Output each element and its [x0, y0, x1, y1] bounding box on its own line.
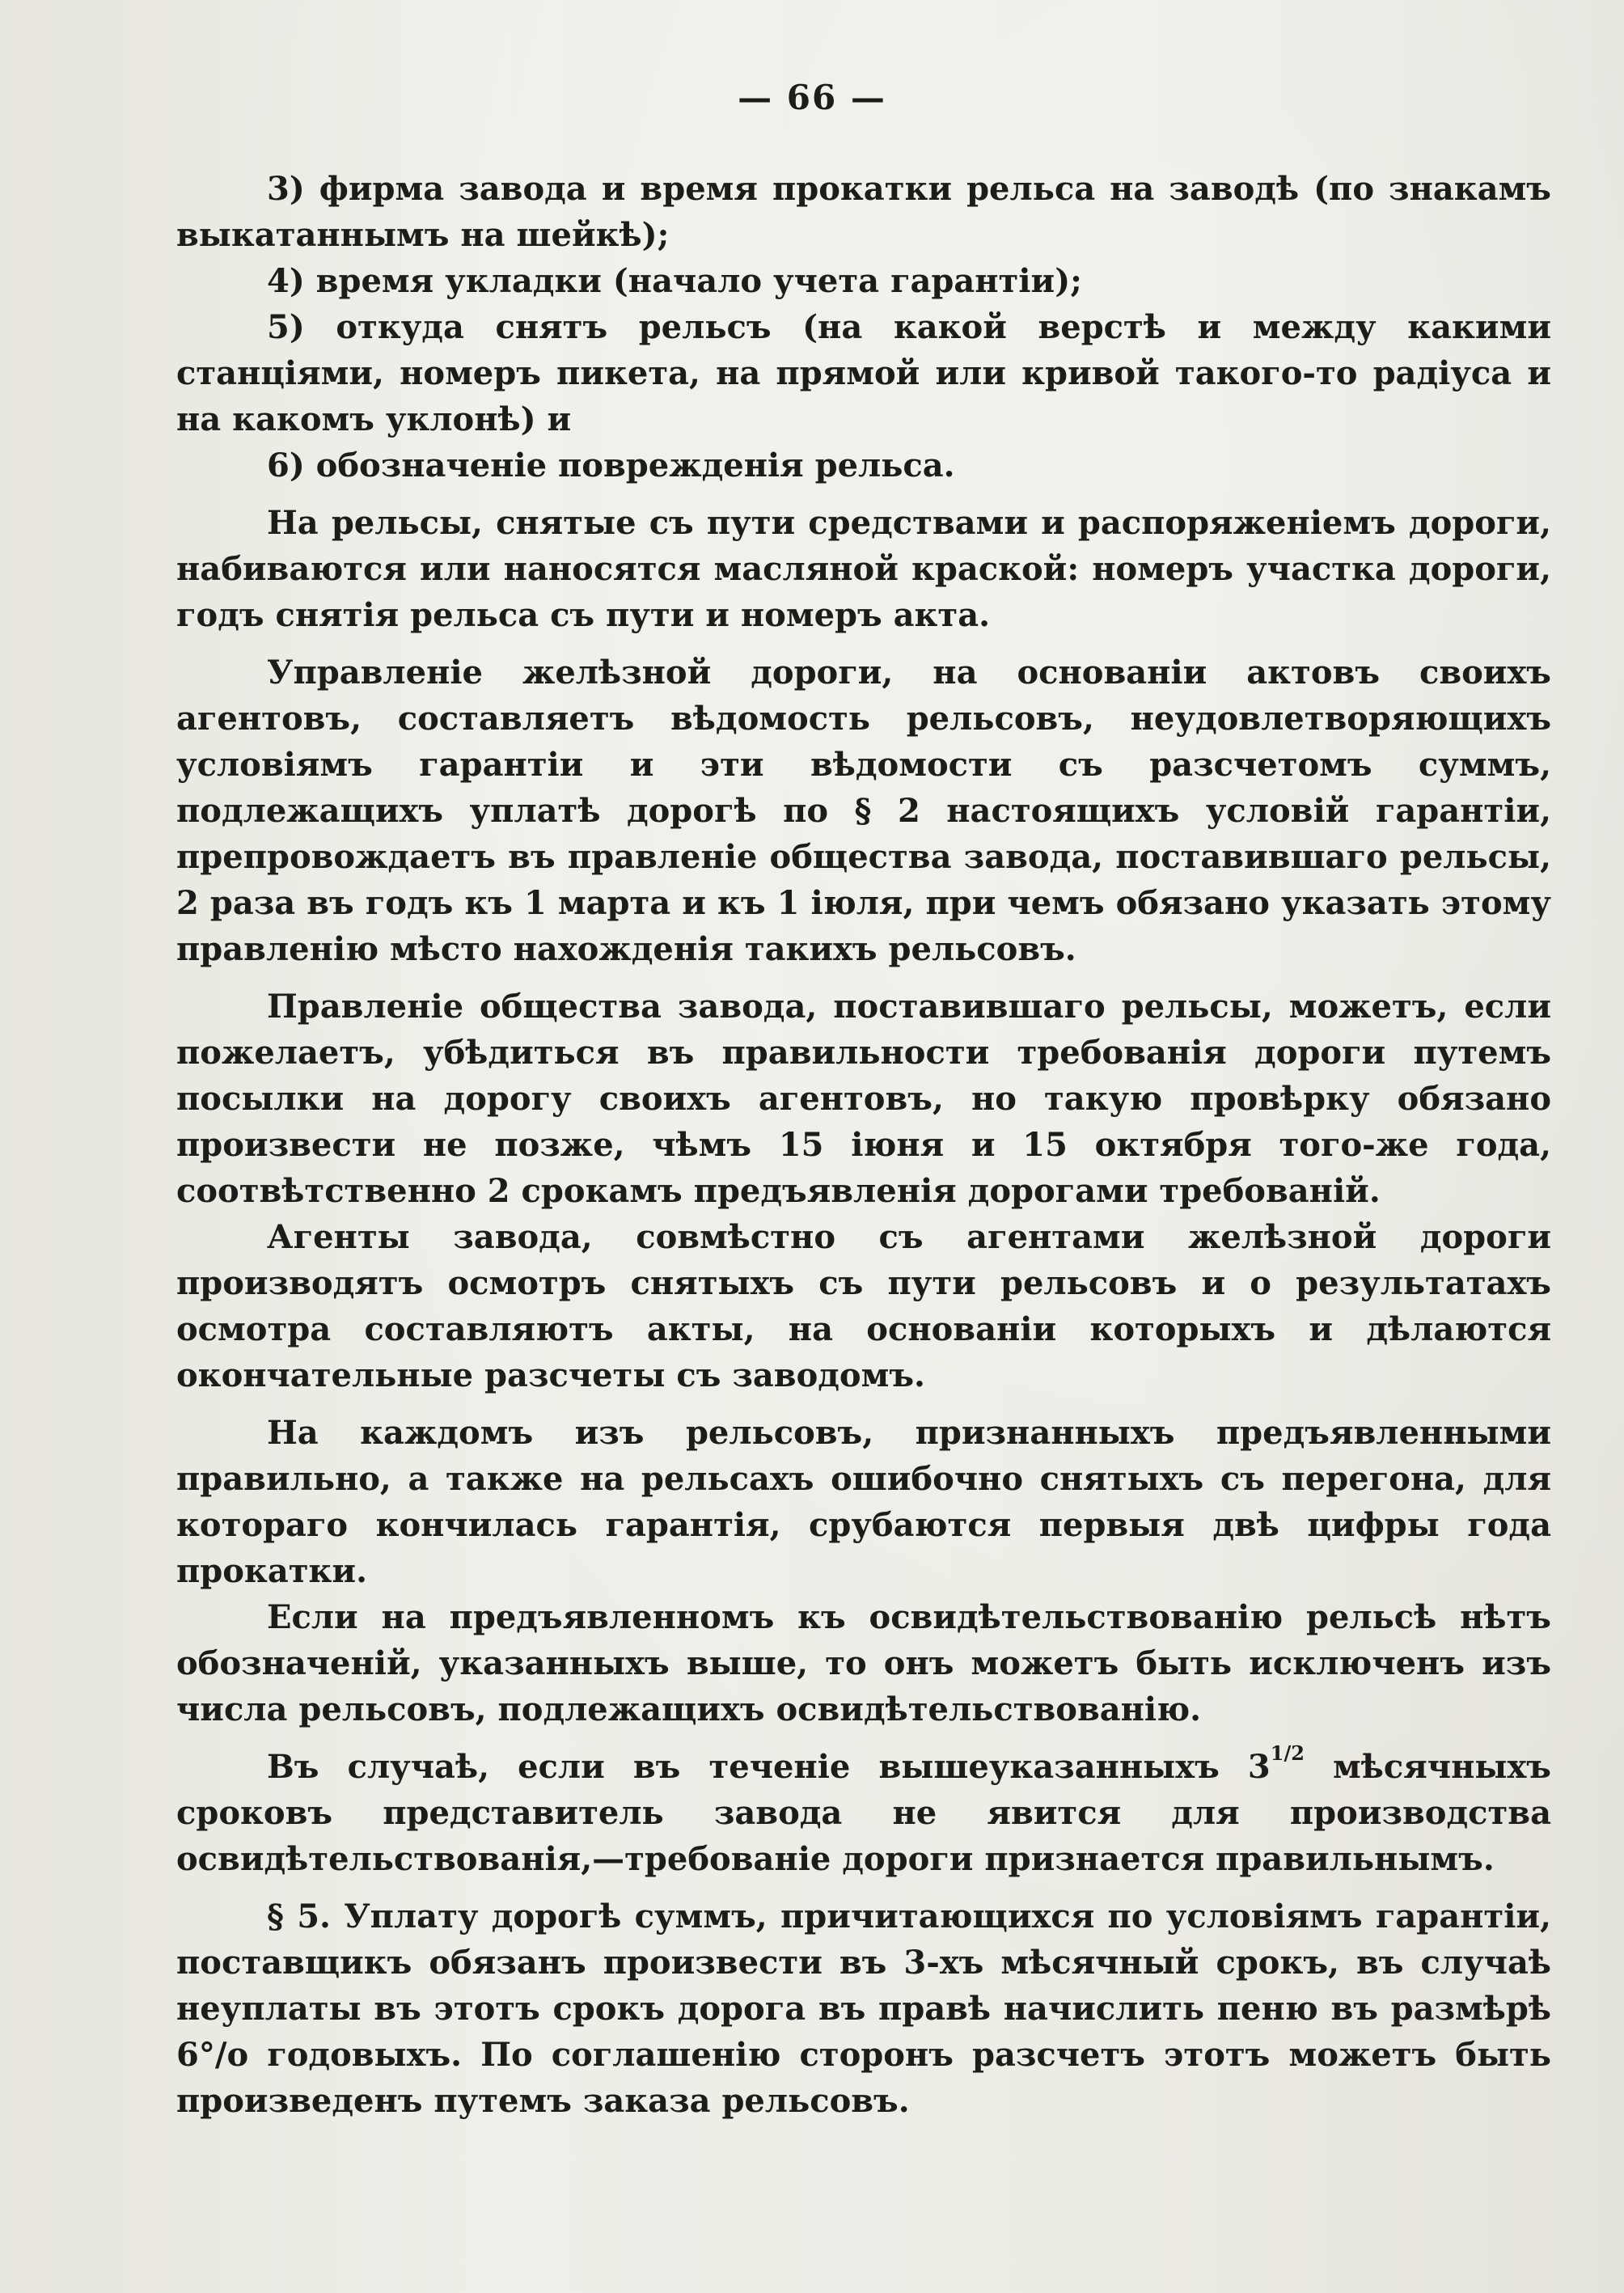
- fraction-half: 1/2: [1270, 1741, 1305, 1765]
- paragraph-year-stamp: На каждомъ изъ рельсовъ, признанныхъ предъявленными правильно, а также на рельсахъ ошибочно снятыхъ съ перегона, для котораго кончилась гарантія, срубаются первыя двѣ цифры года прокатки.: [176, 1414, 1551, 1590]
- paragraph-board-verification: Правленіе общества завода, поставившаго рельсы, можетъ, если пожелаетъ, убѣдиться въ правильности требованія дороги путемъ посылки на дорогу своихъ агентовъ, но такую провѣрку обязано произвести не позже, чѣмъ 15 іюня и 15 октября того-же года, соотвѣтственно 2 срокамъ предъявленія дорогами требованій.: [176, 988, 1551, 1210]
- paragraph-no-markings: Если на предъявленномъ къ освидѣтельствованію рельсѣ нѣтъ обозначеній, указанныхъ выше, то онъ можетъ быть исключенъ изъ числа рельсовъ, подлежащихъ освидѣтельствованію.: [176, 1598, 1551, 1728]
- deadline-text-before: Въ случаѣ, если въ теченіе вышеуказанныхъ 3: [267, 1748, 1271, 1786]
- list-item-3: 3) фирма завода и время прокатки рельса на заводѣ (по знакамъ выкатаннымъ на шейкѣ);: [176, 170, 1551, 254]
- paragraph-marking: На рельсы, снятые съ пути средствами и распоряженіемъ дороги, набиваются или наносятся масляной краской: номеръ участка дороги, годъ снятія рельса съ пути и номеръ акта.: [176, 504, 1551, 634]
- paragraph-section-5: § 5. Уплату дорогѣ суммъ, причитающихся по условіямъ гарантіи, поставщикъ обязанъ произвести въ 3-хъ мѣсячный срокъ, въ случаѣ неуплаты въ этотъ срокъ дорога въ правѣ начислить пеню въ размѣрѣ 6°/o годовыхъ. По соглашенію сторонъ разсчетъ этотъ можетъ быть произведенъ путемъ заказа рельсовъ.: [176, 1897, 1551, 2120]
- list-item-6: 6) обозначеніе поврежденія рельса.: [267, 446, 955, 484]
- paragraph-deadline: [176, 1741, 1551, 1882]
- list-item-4: 4) время укладки (начало учета гарантіи);: [267, 262, 1082, 300]
- page-body: [176, 166, 1551, 2124]
- deadline-text-after: мѣсячныхъ сроковъ представитель завода не явится для производства освидѣтельствованія,—требованіе дороги признается правильнымъ.: [176, 1748, 1551, 1878]
- page-number: — 66 —: [738, 78, 886, 117]
- paragraph-administration: Управленіе желѣзной дороги, на основаніи актовъ своихъ агентовъ, составляетъ вѣдомость рельсовъ, неудовлетворяющихъ условіямъ гарантіи и эти вѣдомости съ разсчетомъ суммъ, подлежащихъ уплатѣ дорогѣ по § 2 настоящихъ условій гарантіи, препровождаетъ въ правленіе общества завода, поставившаго рельсы, 2 раза въ годъ къ 1 марта и къ 1 іюля, при чемъ обязано указать этому правленію мѣсто нахожденія такихъ рельсовъ.: [176, 654, 1551, 968]
- list-item-5: 5) откуда снятъ рельсъ (на какой верстѣ и между какими станціями, номеръ пикета, на прямой или кривой такого-то радіуса и на какомъ уклонѣ) и: [176, 308, 1551, 438]
- paragraph-agents-inspection: Агенты завода, совмѣстно съ агентами желѣзной дороги производятъ осмотръ снятыхъ съ пути рельсовъ и о результатахъ осмотра составляютъ акты, на основаніи которыхъ и дѣлаются окончательные разсчеты съ заводомъ.: [176, 1218, 1551, 1394]
